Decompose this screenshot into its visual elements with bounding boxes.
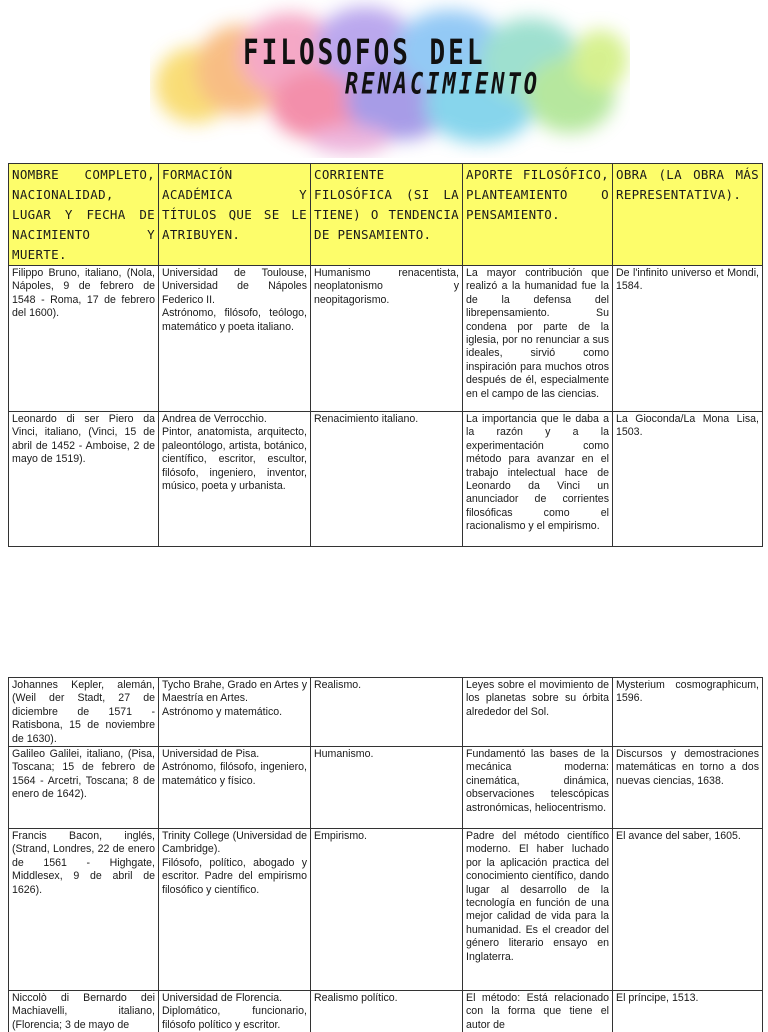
- cell-name: Leonardo di ser Piero da Vinci, italiano, (Vinci, 15 de abril de 1452 - Amboise, 2 de mayo de 1519).: [9, 412, 159, 547]
- table-row: [9, 829, 763, 991]
- cell-contribution: Fundamentó las bases de la mecánica moderna: cinemática, dinámica, observaciones telescópicas astronómicas, heliocentrismo.: [463, 747, 613, 829]
- header-school: CORRIENTE FILOSÓFICA (SI LA TIENE) O TENDENCIA DE PENSAMIENTO.: [311, 164, 463, 266]
- cell-work: El avance del saber, 1605.: [613, 829, 763, 991]
- cell-work: Discursos y demostraciones matemáticas en torno a dos nuevas ciencias, 1638.: [613, 747, 763, 829]
- cell-name: Johannes Kepler, alemán, (Weil der Stadt, 27 de diciembre de 1571 - Ratisbona, 15 de noviembre de 1630).: [9, 678, 159, 747]
- cell-name: Francis Bacon, inglés, (Strand, Londres, 22 de enero de 1561 - Highgate, Middlesex, 9 de abril de 1626).: [9, 829, 159, 991]
- header-name: NOMBRE COMPLETO, NACIONALIDAD, LUGAR Y FECHA DE NACIMIENTO Y MUERTE.: [9, 164, 159, 266]
- header-contribution: APORTE FILOSÓFICO, PLANTEAMIENTO O PENSAMIENTO.: [463, 164, 613, 266]
- cell-education: Universidad de Florencia. Diplomático, funcionario, filósofo político y escritor.: [159, 991, 311, 1032]
- cell-education: Trinity College (Universidad de Cambridge). Filósofo, político, abogado y escritor. Padre del empirismo filosófico y científico.: [159, 829, 311, 991]
- cell-name: Filippo Bruno, italiano, (Nola, Nápoles, 9 de febrero de 1548 - Roma, 17 de febrero del 1600).: [9, 266, 159, 412]
- cell-school: Humanismo renacentista, neoplatonismo y neopitagorismo.: [311, 266, 463, 412]
- cell-contribution: Leyes sobre el movimiento de los planetas sobre su órbita alrededor del Sol.: [463, 678, 613, 747]
- cell-school: Realismo político.: [311, 991, 463, 1032]
- philosophers-table-1: [8, 163, 763, 547]
- cell-contribution: La mayor contribución que realizó a la humanidad fue la de la defensa del librepensamiento. Su condena por parte de la iglesia, por no renunciar a sus ideales, sirvió como inspiración para muchos otros después de él, especialmente en el campo de las ciencias.: [463, 266, 613, 412]
- banner-title-line1: FILOSOFOS DEL: [243, 32, 486, 74]
- table-row: [9, 991, 763, 1032]
- header-row: [9, 164, 763, 266]
- cell-school: Renacimiento italiano.: [311, 412, 463, 547]
- banner-title-line2: RENACIMIENTO: [345, 67, 540, 102]
- cell-work: La Gioconda/La Mona Lisa, 1503.: [613, 412, 763, 547]
- cell-name: Galileo Galilei, italiano, (Pisa, Toscana; 15 de febrero de 1564 - Arcetri, Toscana; 8 de enero de 1642).: [9, 747, 159, 829]
- cell-education: Tycho Brahe, Grado en Artes y Maestría en Artes. Astrónomo y matemático.: [159, 678, 311, 747]
- header-education: FORMACIÓN ACADÉMICA Y TÍTULOS QUE SE LE ATRIBUYEN.: [159, 164, 311, 266]
- cell-work: De l'infinito universo et Mondi, 1584.: [613, 266, 763, 412]
- table-row: [9, 747, 763, 829]
- cell-name: Niccolò di Bernardo dei Machiavelli, italiano, (Florencia; 3 de mayo de: [9, 991, 159, 1032]
- cell-contribution: La importancia que le daba a la razón y a la experimentación como método para avanzar en el trabajo intelectual hace de Leonardo da Vinci un anunciador de corrientes filosóficas como el racionalismo y el empirismo.: [463, 412, 613, 547]
- cell-contribution: Padre del método científico moderno. El haber luchado por la aplicación practica del conocimiento científico, dando lugar al desarrollo de la tecnología en función de una mejor calidad de vida para la humanidad. Es el creador del género literario ensayo en Inglaterra.: [463, 829, 613, 991]
- table-row: [9, 412, 763, 547]
- cell-school: Realismo.: [311, 678, 463, 747]
- cell-education: Andrea de Verrocchio. Pintor, anatomista, arquitecto, paleontólogo, artista, botánico, científico, escritor, escultor, filósofo, ingeniero, inventor, músico, poeta y urbanista.: [159, 412, 311, 547]
- cell-education: Universidad de Pisa. Astrónomo, filósofo, ingeniero, matemático y físico.: [159, 747, 311, 829]
- table-row: [9, 266, 763, 412]
- table-row: [9, 678, 763, 747]
- philosophers-table-2: [8, 677, 763, 1032]
- cell-contribution: El método: Está relacionado con la forma que tiene el autor de: [463, 991, 613, 1032]
- cell-school: Empirismo.: [311, 829, 463, 991]
- cell-school: Humanismo.: [311, 747, 463, 829]
- header-work: OBRA (LA OBRA MÁS REPRESENTATIVA).: [613, 164, 763, 266]
- cell-education: Universidad de Toulouse, Universidad de Nápoles Federico II. Astrónomo, filósofo, teólogo, matemático y poeta italiano.: [159, 266, 311, 412]
- cell-work: Mysterium cosmographicum, 1596.: [613, 678, 763, 747]
- cell-work: El príncipe, 1513.: [613, 991, 763, 1032]
